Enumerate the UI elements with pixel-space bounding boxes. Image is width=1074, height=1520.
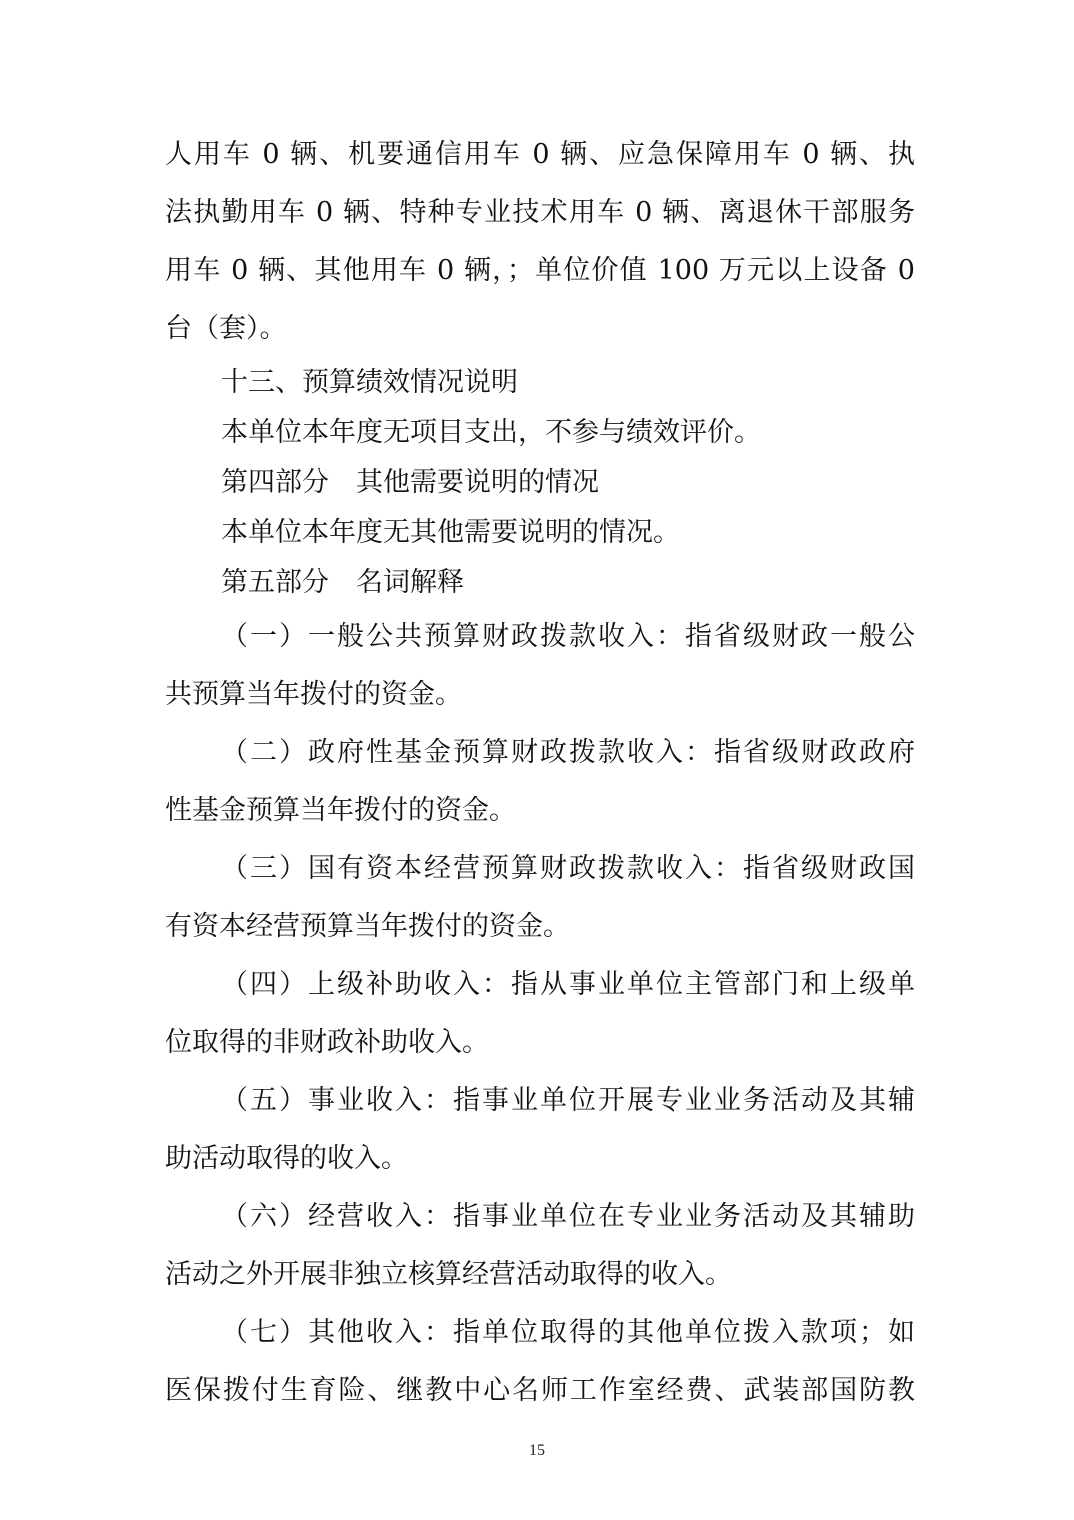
part-4-body: 本单位本年度无其他需要说明的情况。 (221, 517, 680, 548)
definition-line: （二）政府性基金预算财政拨款收入：指省级财政政府 (221, 737, 915, 768)
paragraph-line: 台（套）。 (165, 313, 287, 344)
part-5-heading: 第五部分 名词解释 (221, 567, 464, 598)
definition-line: （四）上级补助收入：指从事业单位主管部门和上级单 (221, 969, 915, 1000)
paragraph-line: 人用车 0 辆、机要通信用车 0 辆、应急保障用车 0 辆、执 (165, 139, 915, 170)
document-body (165, 126, 915, 1420)
definition-line: 医保拨付生育险、继教中心名师工作室经费、武装部国防教 (165, 1375, 915, 1406)
definition-line: 性基金预算当年拨付的资金。 (165, 795, 516, 826)
definition-line: （七）其他收入：指单位取得的其他单位拨入款项；如 (221, 1317, 915, 1348)
definition-line: （五）事业收入：指事业单位开展专业业务活动及其辅 (221, 1085, 915, 1116)
definition-line: （六）经营收入：指事业单位在专业业务活动及其辅助 (221, 1201, 915, 1232)
definition-line: （一）一般公共预算财政拨款收入：指省级财政一般公 (221, 621, 915, 652)
definition-line: 活动之外开展非独立核算经营活动取得的收入。 (165, 1259, 732, 1290)
definition-line: 位取得的非财政补助收入。 (165, 1027, 489, 1058)
paragraph-line: 用车 0 辆、其他用车 0 辆，；单位价值 100 万元以上设备 0 (165, 255, 915, 286)
paragraph-line: 法执勤用车 0 辆、特种专业技术用车 0 辆、离退休干部服务 (165, 197, 915, 228)
page-number: 15 (529, 1442, 545, 1459)
part-4-heading: 第四部分 其他需要说明的情况 (221, 467, 599, 498)
definition-line: 有资本经营预算当年拨付的资金。 (165, 911, 570, 942)
section-heading-13: 十三、预算绩效情况说明 (221, 367, 518, 398)
definition-line: 助活动取得的收入。 (165, 1143, 408, 1174)
definition-line: 共预算当年拨付的资金。 (165, 679, 462, 710)
definition-line: （三）国有资本经营预算财政拨款收入：指省级财政国 (221, 853, 915, 884)
section-13-body: 本单位本年度无项目支出，不参与绩效评价。 (221, 417, 761, 448)
